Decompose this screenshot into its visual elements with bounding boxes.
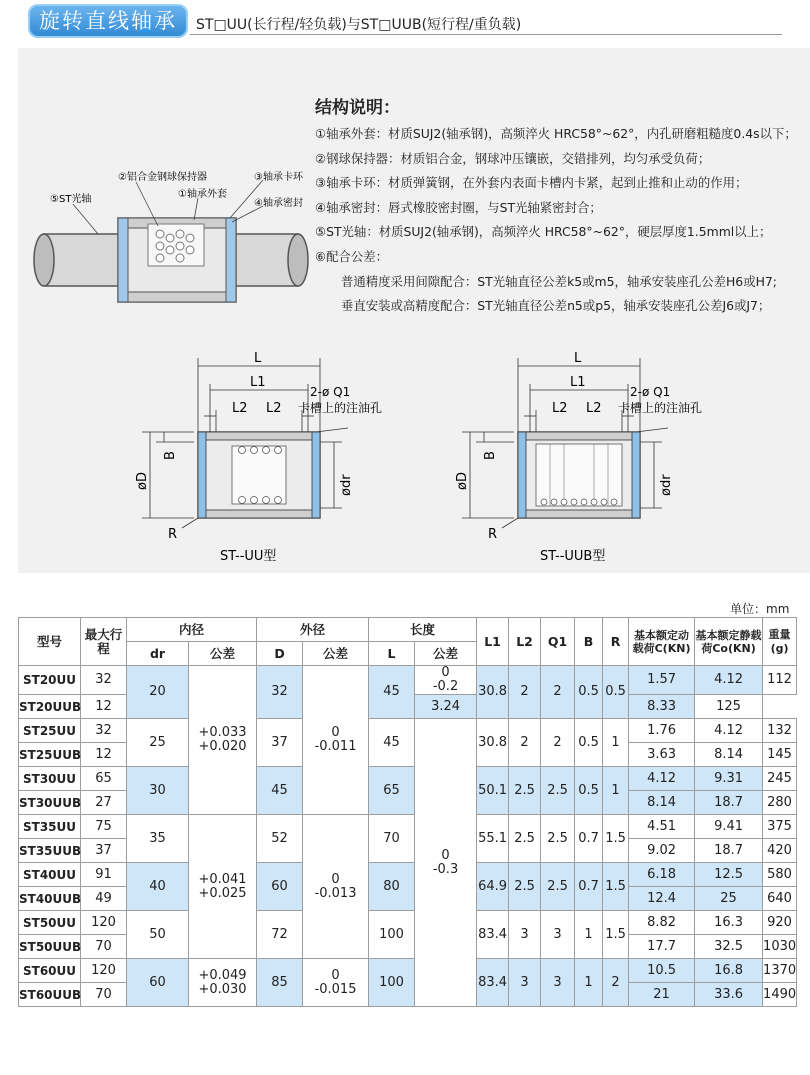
dim-L2-right: L2 xyxy=(586,401,602,416)
note-line: ②钢球保持器：材质铝合金，钢球冲压镶嵌，交错排列，均匀承受负荷； xyxy=(315,150,711,166)
dim-D: øD xyxy=(135,472,150,490)
dim-oil-hole-note: 卡槽上的注油孔 xyxy=(618,401,703,415)
cell-L1: 83.4 xyxy=(477,911,509,959)
dim-L2-left: L2 xyxy=(552,401,568,416)
cell-B: 0.7 xyxy=(575,815,603,863)
col-dr: dr xyxy=(127,642,189,666)
dim-oil-hole: 2-ø Q1 xyxy=(630,385,671,399)
cell-model: ST20UU xyxy=(19,666,81,695)
section-tag: 旋转直线轴承 xyxy=(28,4,188,38)
col-length: 长度 xyxy=(369,618,477,642)
col-L-tol: 公差 xyxy=(415,642,477,666)
cell-dr: 20 xyxy=(127,666,189,719)
cell-L: 100 xyxy=(369,911,415,959)
cell-L: 100 xyxy=(369,959,415,1007)
cell-L2: 2.5 xyxy=(509,863,541,911)
cell-stroke: 70 xyxy=(81,935,127,959)
note-line: ③轴承卡环：材质弹簧钢，在外套内表面卡槽内卡紧，起到止推和止动的作用； xyxy=(315,175,748,191)
cell-stroke: 49 xyxy=(81,887,127,911)
section-subtitle: ST□UU(长行程/轻负载)与ST□UUB(短行程/重负载) xyxy=(196,17,522,33)
cell-weight: 245 xyxy=(763,767,797,791)
col-static-load: 基本额定静载荷Co(KN) xyxy=(695,618,763,666)
cell-model: ST20UUB xyxy=(19,695,81,719)
col-B: B xyxy=(575,618,603,666)
cell-B: 0.5 xyxy=(575,719,603,767)
cell-L: 45 xyxy=(369,666,415,719)
drawing-caption-uu: ST--UU型 xyxy=(220,549,277,564)
cell-L: 70 xyxy=(369,815,415,863)
dimension-drawing-uu xyxy=(120,350,383,570)
cell-model: ST50UUB xyxy=(19,935,81,959)
cell-stroke: 27 xyxy=(81,791,127,815)
cell-stroke: 12 xyxy=(81,695,127,719)
cell-L-tol: 0 -0.3 xyxy=(415,719,477,1007)
table-body xyxy=(19,666,797,1007)
label-seal: ④轴承密封 xyxy=(254,198,303,209)
table-row xyxy=(19,666,797,695)
cell-model: ST25UU xyxy=(19,719,81,743)
col-L: L xyxy=(369,642,415,666)
cell-D-tol: 0 -0.013 xyxy=(303,815,369,959)
cell-R: 1 xyxy=(603,719,629,767)
col-outer: 外径 xyxy=(257,618,369,642)
cell-static-load: 32.5 xyxy=(695,935,763,959)
cell-D: 85 xyxy=(257,959,303,1007)
cell-B: 0.5 xyxy=(575,767,603,815)
cell-model: ST30UU xyxy=(19,767,81,791)
cell-dynamic-load: 8.82 xyxy=(629,911,695,935)
cell-R: 1.5 xyxy=(603,911,629,959)
cell-stroke: 91 xyxy=(81,863,127,887)
cell-dr-tol: +0.041 +0.025 xyxy=(189,815,257,959)
cell-dynamic-load: 17.7 xyxy=(629,935,695,959)
cell-D-tol: 0 -0.011 xyxy=(303,666,369,815)
dim-L2-left: L2 xyxy=(232,401,248,416)
cell-B: 0.5 xyxy=(575,666,603,719)
cell-weight: 420 xyxy=(763,839,797,863)
cell-L1: 83.4 xyxy=(477,959,509,1007)
cell-Q1: 2.5 xyxy=(541,863,575,911)
cell-dynamic-load: 1.57 xyxy=(629,666,695,695)
cell-Q1: 3 xyxy=(541,959,575,1007)
table-row xyxy=(19,815,797,839)
cell-dr-tol: +0.049 +0.030 xyxy=(189,959,257,1007)
cell-Q1: 2.5 xyxy=(541,815,575,863)
cell-R: 1.5 xyxy=(603,815,629,863)
label-shaft: ⑤ST光轴 xyxy=(50,194,92,205)
table-header-row xyxy=(19,618,797,642)
cell-dynamic-load: 8.14 xyxy=(629,791,695,815)
cell-L1: 30.8 xyxy=(477,719,509,767)
cell-dynamic-load: 3.63 xyxy=(629,743,695,767)
cell-model: ST30UUB xyxy=(19,791,81,815)
dim-L: L xyxy=(254,351,262,366)
cell-dr: 35 xyxy=(127,815,189,863)
col-stroke: 最大行程 xyxy=(81,618,127,666)
col-R: R xyxy=(603,618,629,666)
cell-stroke: 70 xyxy=(81,983,127,1007)
dim-R: R xyxy=(168,527,178,542)
cell-weight: 125 xyxy=(695,695,763,719)
cell-dr-tol: +0.033 +0.020 xyxy=(189,666,257,815)
cell-stroke: 12 xyxy=(81,743,127,767)
cell-dr: 60 xyxy=(127,959,189,1007)
cell-static-load: 4.12 xyxy=(695,666,763,695)
cell-stroke: 75 xyxy=(81,815,127,839)
cell-Q1: 2.5 xyxy=(541,767,575,815)
cell-L1: 64.9 xyxy=(477,863,509,911)
col-dr-tol: 公差 xyxy=(189,642,257,666)
cell-static-load: 8.33 xyxy=(629,695,695,719)
cell-static-load: 16.8 xyxy=(695,959,763,983)
cell-Q1: 2 xyxy=(541,719,575,767)
cell-D: 60 xyxy=(257,863,303,911)
col-L1: L1 xyxy=(477,618,509,666)
cell-B: 1 xyxy=(575,959,603,1007)
cell-L1: 55.1 xyxy=(477,815,509,863)
cell-L2: 3 xyxy=(509,911,541,959)
cell-R: 1.5 xyxy=(603,863,629,911)
cell-L1: 30.8 xyxy=(477,666,509,719)
header-divider xyxy=(190,34,782,35)
cell-L2: 2.5 xyxy=(509,815,541,863)
cell-Q1: 2 xyxy=(541,666,575,719)
dim-L1: L1 xyxy=(570,375,586,390)
dim-oil-hole-note: 卡槽上的注油孔 xyxy=(298,401,383,415)
cell-R: 1 xyxy=(603,767,629,815)
cell-model: ST60UU xyxy=(19,959,81,983)
cell-static-load: 9.41 xyxy=(695,815,763,839)
cell-dr: 50 xyxy=(127,911,189,959)
cell-dr: 30 xyxy=(127,767,189,815)
cell-weight: 145 xyxy=(763,743,797,767)
dim-D: øD xyxy=(455,472,470,490)
cell-D: 45 xyxy=(257,767,303,815)
assembly-drawing xyxy=(18,160,318,320)
cell-dynamic-load: 1.76 xyxy=(629,719,695,743)
note-line: ④轴承密封：唇式橡胶密封圈，与ST光轴紧密封合； xyxy=(315,199,602,215)
drawing-caption-uub: ST--UUB型 xyxy=(540,549,606,564)
cell-static-load: 18.7 xyxy=(695,791,763,815)
cell-dynamic-load: 3.24 xyxy=(415,695,477,719)
cell-dynamic-load: 10.5 xyxy=(629,959,695,983)
cell-dr: 25 xyxy=(127,719,189,767)
cell-dr: 40 xyxy=(127,863,189,911)
label-holder: ②铝合金钢球保持器 xyxy=(118,172,207,183)
cell-model: ST60UUB xyxy=(19,983,81,1007)
cell-static-load: 8.14 xyxy=(695,743,763,767)
cell-L: 65 xyxy=(369,767,415,815)
cell-weight: 1030 xyxy=(763,935,797,959)
cell-L-tol: 0 -0.2 xyxy=(415,666,477,695)
cell-R: 0.5 xyxy=(603,666,629,719)
cell-model: ST25UUB xyxy=(19,743,81,767)
cell-weight: 640 xyxy=(763,887,797,911)
unit-label: 单位：mm xyxy=(730,602,790,616)
dim-L2-right: L2 xyxy=(266,401,282,416)
col-inner: 内径 xyxy=(127,618,257,642)
col-weight: 重量(g) xyxy=(763,618,797,666)
cell-static-load: 4.12 xyxy=(695,719,763,743)
dim-oil-hole: 2-ø Q1 xyxy=(310,385,351,399)
cell-L: 45 xyxy=(369,719,415,767)
cell-B: 0.7 xyxy=(575,863,603,911)
cell-weight: 1370 xyxy=(763,959,797,983)
dim-dr: ødr xyxy=(659,474,674,496)
cell-static-load: 25 xyxy=(695,887,763,911)
cell-dynamic-load: 4.12 xyxy=(629,767,695,791)
page-header xyxy=(0,0,810,46)
dim-L: L xyxy=(574,351,582,366)
cell-weight: 920 xyxy=(763,911,797,935)
dim-R: R xyxy=(488,527,498,542)
cell-dynamic-load: 4.51 xyxy=(629,815,695,839)
cell-B: 1 xyxy=(575,911,603,959)
dim-L1: L1 xyxy=(250,375,266,390)
cell-static-load: 9.31 xyxy=(695,767,763,791)
cell-model: ST35UU xyxy=(19,815,81,839)
dim-dr: ødr xyxy=(339,474,354,496)
cell-model: ST40UUB xyxy=(19,887,81,911)
cell-weight: 280 xyxy=(763,791,797,815)
cell-dynamic-load: 6.18 xyxy=(629,863,695,887)
cell-dynamic-load: 9.02 xyxy=(629,839,695,863)
cell-L2: 2 xyxy=(509,719,541,767)
cell-D: 32 xyxy=(257,666,303,719)
cell-stroke: 32 xyxy=(81,719,127,743)
cell-weight: 1490 xyxy=(763,983,797,1007)
cell-model: ST35UUB xyxy=(19,839,81,863)
cell-L2: 3 xyxy=(509,959,541,1007)
note-line: ①轴承外套：材质SUJ2(轴承钢)，高频淬火 HRC58°~62°，内孔研磨粗糙度0.4s以下； xyxy=(315,126,797,141)
table-row xyxy=(19,959,797,983)
col-L2: L2 xyxy=(509,618,541,666)
dim-B: B xyxy=(483,451,498,460)
structure-notes xyxy=(315,96,805,319)
cell-Q1: 3 xyxy=(541,911,575,959)
note-line: ⑤ST光轴：材质SUJ2(轴承钢)，高频淬火 HRC58°~62°，硬层厚度1.5mml以上； xyxy=(315,224,772,240)
col-D: D xyxy=(257,642,303,666)
col-model: 型号 xyxy=(19,618,81,666)
cell-stroke: 120 xyxy=(81,959,127,983)
spec-table xyxy=(18,617,797,1007)
cell-static-load: 16.3 xyxy=(695,911,763,935)
cell-stroke: 120 xyxy=(81,911,127,935)
table-row xyxy=(19,911,797,935)
cell-weight: 112 xyxy=(763,666,797,695)
label-outer: ①轴承外套 xyxy=(178,189,227,200)
cell-dynamic-load: 21 xyxy=(629,983,695,1007)
cell-D: 52 xyxy=(257,815,303,863)
table-row xyxy=(19,863,797,887)
cell-dynamic-load: 12.4 xyxy=(629,887,695,911)
cell-R: 2 xyxy=(603,959,629,1007)
cell-D: 72 xyxy=(257,911,303,959)
cell-D: 37 xyxy=(257,719,303,767)
col-Q1: Q1 xyxy=(541,618,575,666)
cell-static-load: 18.7 xyxy=(695,839,763,863)
cell-D-tol: 0 -0.015 xyxy=(303,959,369,1007)
table-row xyxy=(19,719,797,743)
note-fit-2: 垂直安装或高精度配合：ST光轴直径公差n5或p5，轴承安装座孔公差J6或J7； xyxy=(341,298,771,314)
cell-L2: 2.5 xyxy=(509,767,541,815)
table-row xyxy=(19,767,797,791)
cell-stroke: 65 xyxy=(81,767,127,791)
cell-weight: 375 xyxy=(763,815,797,839)
cell-model: ST50UU xyxy=(19,911,81,935)
dimension-drawing-uub xyxy=(440,350,703,570)
cell-static-load: 12.5 xyxy=(695,863,763,887)
label-clip: ③轴承卡环 xyxy=(254,172,303,183)
col-dynamic-load: 基本额定动载荷C(KN) xyxy=(629,618,695,666)
cell-L: 80 xyxy=(369,863,415,911)
notes-heading: 结构说明： xyxy=(315,98,400,118)
cell-stroke: 32 xyxy=(81,666,127,695)
cell-L2: 2 xyxy=(509,666,541,719)
cell-L1: 50.1 xyxy=(477,767,509,815)
col-D-tol: 公差 xyxy=(303,642,369,666)
note-fit-1: 普通精度采用间隙配合：ST光轴直径公差k5或m5，轴承安装座孔公差H6或H7; xyxy=(341,273,777,289)
cell-stroke: 37 xyxy=(81,839,127,863)
cell-model: ST40UU xyxy=(19,863,81,887)
note-line: ⑥配合公差： xyxy=(315,248,389,264)
cell-static-load: 33.6 xyxy=(695,983,763,1007)
cell-weight: 132 xyxy=(763,719,797,743)
dim-B: B xyxy=(163,451,178,460)
cell-weight: 580 xyxy=(763,863,797,887)
